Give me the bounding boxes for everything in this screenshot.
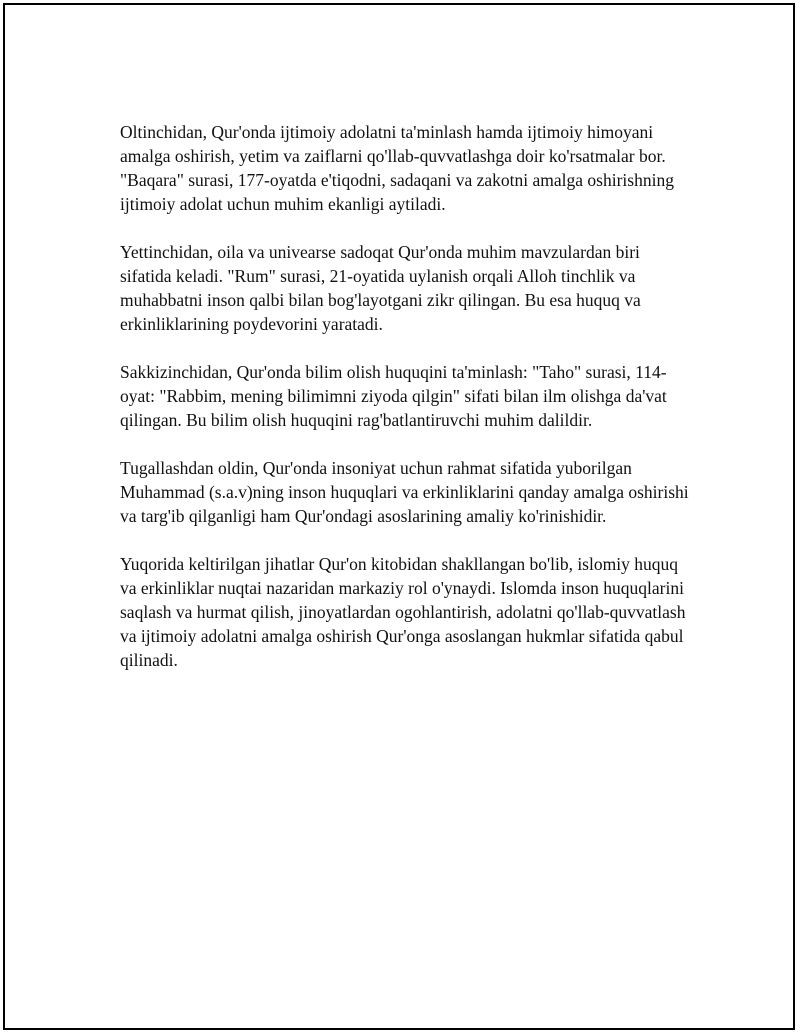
document-page [3,3,795,1030]
paragraph-3: Sakkizinchidan, Qur'onda bilim olish huquqini ta'minlash: "Taho" surasi, 114-oyat: "Rabbim, mening bilimimni ziyoda qilgin" sifati bilan ilm olishga da'vat qilingan. Bu bilim olish huquqini rag'batlantiruvchi muhim dalildir. [120,362,667,430]
paragraph-4: Tugallashdan oldin, Qur'onda insoniyat uchun rahmat sifatida yuborilgan Muhammad (s.a.v)ning inson huquqlari va erkinliklarini qanday amalga oshirishi va targ'ib qilganligi ham Qur'ondagi asoslarining amaliy ko'rinishidir. [120,458,689,526]
paragraph-1: Oltinchidan, Qur'onda ijtimoiy adolatni ta'minlash hamda ijtimoiy himoyani amalga oshirish, yetim va zaiflarni qo'llab-quvvatlashga doir ko'rsatmalar bor. "Baqara" surasi, 177-oyatda e'tiqodni, sadaqani va zakotni amalga oshirishning ijtimoiy adolat uchun muhim ekanligi aytiladi. [120,122,674,214]
paragraph-5: Yuqorida keltirilgan jihatlar Qur'on kitobidan shakllangan bo'lib, islomiy huquq va erkinliklar nuqtai nazaridan markaziy rol o'ynaydi. Islomda inson huquqlarini saqlash va hurmat qilish, jinoyatlardan ogohlantirish, adolatni qo'llab-quvvatlash va ijtimoiy adolatni amalga oshirish Qur'onga asoslangan hukmlar sifatida qabul qilinadi. [120,554,686,670]
document-body [120,120,690,696]
paragraph-2: Yettinchidan, oila va univearse sadoqat Qur'onda muhim mavzulardan biri sifatida keladi. "Rum" surasi, 21-oyatida uylanish orqali Alloh tinchlik va muhabbatni inson qalbi bilan bog'layotgani zikr qilingan. Bu esa huquq va erkinliklarining poydevorini yaratadi. [120,242,641,334]
